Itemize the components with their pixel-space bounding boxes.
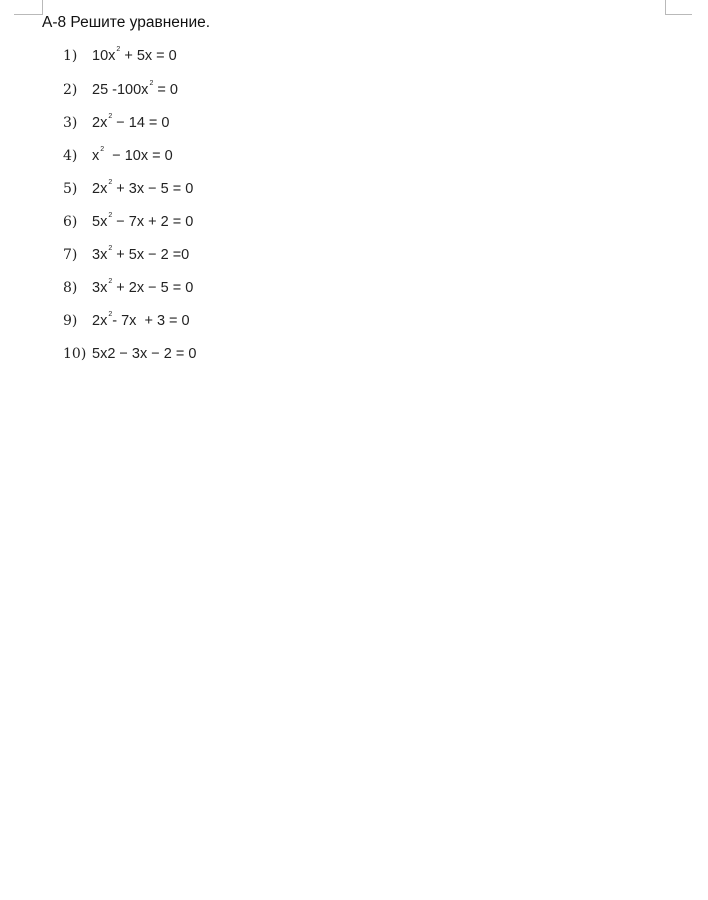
item-number: 8) — [63, 280, 78, 296]
item-number: 1) — [63, 48, 78, 64]
equation: 25 $-100x^2 = 0$ — [92, 80, 178, 98]
item-number: 7) — [63, 247, 78, 263]
equation: $2x^2 - 14 = 0$ — [92, 113, 170, 131]
item-number: 9) — [63, 313, 78, 329]
equation: $3x^2 + 5x - 2 =0$ — [92, 245, 190, 263]
equation: $2x^2 + 3x - 5 = 0$ — [92, 179, 194, 197]
equation: 5x2 − 3x − 2 = 0 — [92, 346, 197, 362]
equation: $10x^2 + 5x = 0$ — [92, 46, 177, 64]
item-number: 3) — [63, 115, 78, 131]
equation: $3x^2 + 2x - 5 = 0$ — [92, 278, 194, 296]
equation: $5x^2 - 7x + 2 = 0$ — [92, 212, 194, 230]
equation: $x^2 - 10x = 0$ — [92, 146, 173, 164]
item-number: 5) — [63, 181, 78, 197]
item-number: 4) — [63, 148, 78, 164]
equation: $2x^2-$ 7x + 3 = 0 — [92, 311, 190, 329]
item-number: 6) — [63, 214, 78, 230]
item-number: 2) — [63, 82, 78, 98]
page-title: А-8 Решите уравнение. — [42, 14, 211, 31]
item-number: 10) — [63, 346, 87, 362]
